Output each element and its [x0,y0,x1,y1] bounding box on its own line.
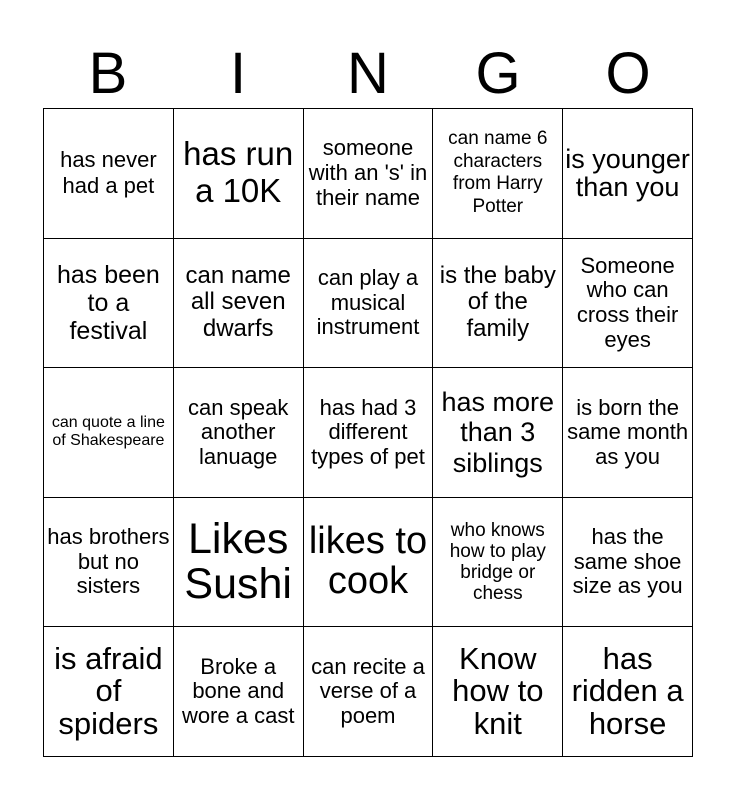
bingo-cell[interactable]: Know how to knit [433,627,563,757]
bingo-cell[interactable]: can speak another lanuage [174,368,304,498]
bingo-cell[interactable]: can play a musical instrument [304,239,434,369]
bingo-header [43,40,693,108]
bingo-card-grid [43,108,693,757]
header-letter-o: O [605,41,651,106]
bingo-cell[interactable]: has the same shoe size as you [563,498,693,628]
bingo-cell[interactable]: has more than 3 siblings [433,368,563,498]
header-letter-b: B [88,41,128,106]
bingo-cell[interactable]: who knows how to play bridge or chess [433,498,563,628]
bingo-cell[interactable]: is afraid of spiders [44,627,174,757]
bingo-cell[interactable]: is younger than you [563,109,693,239]
bingo-cell[interactable]: someone with an 's' in their name [304,109,434,239]
bingo-cell[interactable]: can name all seven dwarfs [174,239,304,369]
bingo-cell[interactable]: Broke a bone and wore a cast [174,627,304,757]
bingo-cell[interactable]: has brothers but no sisters [44,498,174,628]
bingo-cell[interactable]: likes to cook [304,498,434,628]
bingo-cell[interactable]: Someone who can cross their eyes [563,239,693,369]
bingo-cell[interactable]: can name 6 characters from Harry Potter [433,109,563,239]
bingo-cell[interactable]: has run a 10K [174,109,304,239]
bingo-cell[interactable]: is born the same month as you [563,368,693,498]
bingo-cell[interactable]: has ridden a horse [563,627,693,757]
bingo-cell[interactable]: Likes Sushi [174,498,304,628]
bingo-cell[interactable]: can quote a line of Shakespeare [44,368,174,498]
bingo-cell[interactable]: has had 3 different types of pet [304,368,434,498]
header-letter-i: I [229,41,247,106]
bingo-cell[interactable]: has been to a festival [44,239,174,369]
header-letter-g: G [475,41,521,106]
header-letter-n: N [347,41,389,106]
bingo-cell[interactable]: has never had a pet [44,109,174,239]
bingo-cell[interactable]: can recite a verse of a poem [304,627,434,757]
bingo-cell[interactable]: is the baby of the family [433,239,563,369]
